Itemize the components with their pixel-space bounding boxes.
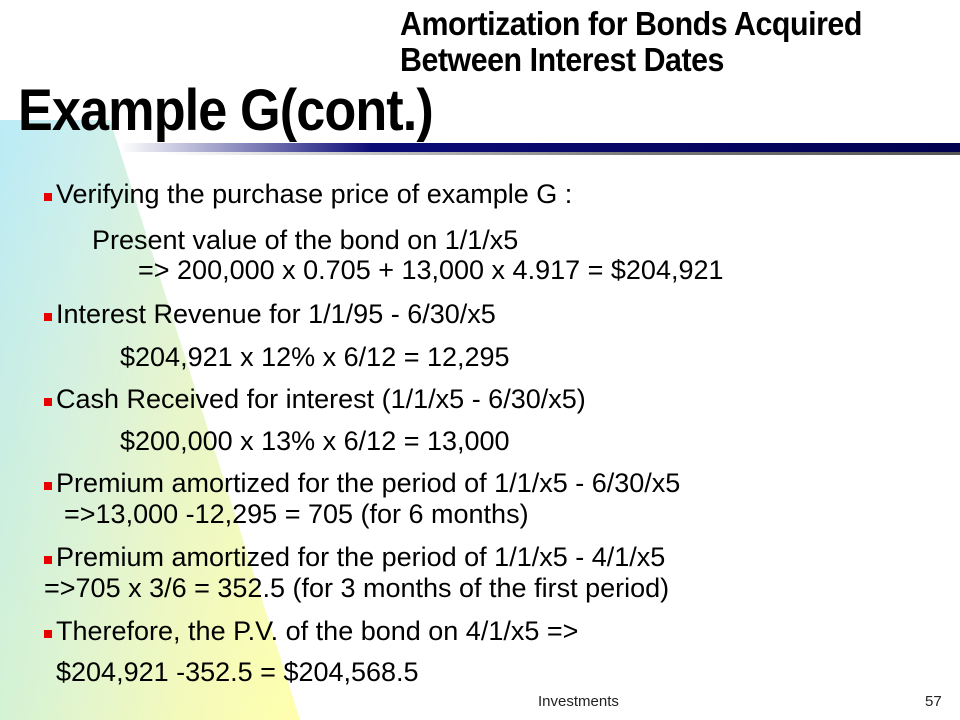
bullet-marker xyxy=(44,313,52,321)
bullet-marker xyxy=(44,482,52,490)
page-number: 57 xyxy=(925,693,942,710)
bullet-text: Premium amortized for the period of 1/1/x5 - 6/30/x5 xyxy=(56,468,681,498)
text-line: $204,921 x 12% x 6/12 = 12,295 xyxy=(120,342,510,372)
bullet-item-5 xyxy=(44,541,665,573)
bullet-marker xyxy=(44,193,52,201)
bullet-marker xyxy=(44,630,52,638)
bullet-item-3 xyxy=(44,383,586,415)
bullet-item-2 xyxy=(44,298,496,330)
text-line: => 200,000 x 0.705 + 13,000 x 4.917 = $204,921 xyxy=(138,255,724,285)
title-underline-shadow xyxy=(160,152,960,155)
text-line: =>13,000 -12,295 = 705 (for 6 months) xyxy=(64,499,529,529)
slide-header xyxy=(400,6,911,78)
text-line: $204,921 -352.5 = $204,568.5 xyxy=(56,657,419,687)
bullet-item-1 xyxy=(44,178,572,210)
slide-title: Example G(cont.) xyxy=(18,78,433,143)
bullet-item-6 xyxy=(44,615,578,647)
bullet-text: Premium amortized for the period of 1/1/x5 - 4/1/x5 xyxy=(56,542,666,572)
bullet-marker xyxy=(44,398,52,406)
header-line-2: Between Interest Dates xyxy=(400,41,724,78)
text-line: =>705 x 3/6 = 352.5 (for 3 months of the first period) xyxy=(44,573,670,603)
bullet-text: Interest Revenue for 1/1/95 - 6/30/x5 xyxy=(56,299,496,329)
bullet-marker xyxy=(44,556,52,564)
bullet-text: Cash Received for interest (1/1/x5 - 6/30/x5) xyxy=(56,384,586,414)
bullet-text: Verifying the purchase price of example G : xyxy=(56,179,573,209)
bullet-text: Therefore, the P.V. of the bond on 4/1/x5 => xyxy=(56,616,579,646)
header-line-1: Amortization for Bonds Acquired xyxy=(400,5,862,42)
bullet-item-4 xyxy=(44,467,680,499)
text-line: Present value of the bond on 1/1/x5 xyxy=(92,225,519,255)
title-underline xyxy=(120,143,960,152)
text-line: $200,000 x 13% x 6/12 = 13,000 xyxy=(120,426,510,456)
footer-label: Investments xyxy=(538,693,619,710)
